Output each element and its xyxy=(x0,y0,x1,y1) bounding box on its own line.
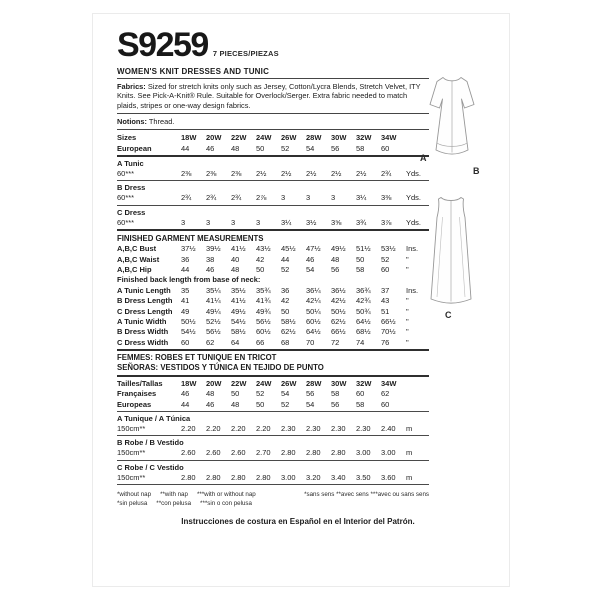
unit-label xyxy=(406,400,429,410)
cell-value: 62 xyxy=(206,337,215,347)
finished-measurements-title: FINISHED GARMENT MEASUREMENTS xyxy=(117,234,264,244)
measurement-row xyxy=(117,286,429,296)
cell-value: 52 xyxy=(281,399,290,409)
cell-value: 50 xyxy=(356,254,365,264)
cell-value: 60 xyxy=(381,143,390,153)
cell-value: 58 xyxy=(331,389,340,399)
cell-value: 54 xyxy=(306,399,315,409)
garment-view-name: C Dress xyxy=(117,207,146,217)
footnote-item: ***avec ou sans sens xyxy=(370,491,429,499)
cell-value: 74 xyxy=(356,337,365,347)
cell-value: 3.40 xyxy=(331,472,346,482)
cell-value: 60 xyxy=(381,399,390,409)
cell-value: 22W xyxy=(231,378,247,388)
yardage-row xyxy=(117,218,429,228)
unit-label: " xyxy=(406,327,409,337)
rule-divider xyxy=(117,460,429,461)
sizes-header-row xyxy=(117,133,429,143)
row-label: B Dress Width xyxy=(117,327,169,337)
cell-value: 2.20 xyxy=(181,423,196,433)
cell-value: 3¼ xyxy=(356,193,367,203)
footnote-english xyxy=(117,491,265,500)
cell-value: 35½ xyxy=(231,285,246,295)
cell-value: 41¼ xyxy=(206,296,221,306)
cell-value: 42 xyxy=(281,296,290,306)
cell-value: 35¼ xyxy=(206,285,221,295)
measurement-row xyxy=(117,265,429,275)
cell-value: 26W xyxy=(281,378,297,388)
sleeveless-dress-line-drawing xyxy=(426,195,476,309)
cell-value: 2.30 xyxy=(306,423,321,433)
cell-value: 2⅜ xyxy=(231,169,242,178)
cell-value: 48 xyxy=(206,389,215,399)
cell-value: 2¾ xyxy=(181,193,192,203)
footnotes-left xyxy=(117,491,265,508)
unit-label: Ins. xyxy=(406,244,419,254)
garment-title: WOMEN'S KNIT DRESSES AND TUNIC xyxy=(117,67,429,79)
footnote-spanish xyxy=(117,500,265,509)
cell-value: 48 xyxy=(331,254,340,264)
cell-value: 50 xyxy=(256,399,265,409)
pattern-back-sheet xyxy=(92,13,510,587)
view-c-illustration xyxy=(426,195,476,309)
unit-label: Ins. xyxy=(406,285,419,295)
cell-value: 60½ xyxy=(306,317,321,327)
cell-value: 18W xyxy=(181,133,197,143)
spanish-instructions-note: Instrucciones de costura en Español en el Interior del Patrón. xyxy=(181,517,415,527)
cell-value: 2.60 xyxy=(231,448,246,458)
yardage-row xyxy=(117,169,429,179)
footnote-item: *sin pelusa xyxy=(117,499,148,507)
cell-value: 58 xyxy=(356,143,365,153)
unit-label xyxy=(406,379,429,389)
pieces-count: 7 PIECES/PIEZAS xyxy=(212,49,279,58)
garment-view-name: C Robe / C Vestido xyxy=(117,462,184,472)
row-label: European xyxy=(117,143,152,153)
cell-value: 3.00 xyxy=(281,472,296,482)
rule-divider xyxy=(117,180,429,181)
cell-value: 36 xyxy=(281,285,290,295)
garment-view-name: B Robe / B Vestido xyxy=(117,438,184,448)
cell-value: 2½ xyxy=(281,169,292,178)
unit-label: m xyxy=(406,448,413,458)
view-ab-illustration xyxy=(423,74,481,172)
row-label: C Dress Length xyxy=(117,306,173,316)
cell-value: 18W xyxy=(181,378,197,388)
cell-value: 49 xyxy=(181,306,190,316)
cell-value: 2.30 xyxy=(356,423,371,433)
cell-value: 2.30 xyxy=(331,423,346,433)
unit-label: Yds. xyxy=(406,169,422,178)
cell-value: 46 xyxy=(206,143,215,153)
cell-value: 3 xyxy=(306,193,311,203)
cell-value: 2⅜ xyxy=(181,169,192,178)
cell-value: 2.30 xyxy=(281,423,296,433)
cell-value: 50 xyxy=(281,306,290,316)
cell-value: 62½ xyxy=(331,317,346,327)
cell-value: 66½ xyxy=(331,327,346,337)
measurement-row xyxy=(117,255,429,265)
cell-value: 50 xyxy=(231,389,240,399)
cell-value: 28W xyxy=(306,133,322,143)
cell-value: 37 xyxy=(381,285,390,295)
cell-value: 2.80 xyxy=(281,448,296,458)
cell-value: 49¾ xyxy=(256,306,271,316)
cell-value: 3¼ xyxy=(281,217,292,227)
measurement-row xyxy=(117,317,429,327)
cell-value: 24W xyxy=(256,133,272,143)
row-label: A,B,C Bust xyxy=(117,244,157,254)
cell-value: 30W xyxy=(331,133,347,143)
cell-value: 26W xyxy=(281,133,297,143)
cell-value: 54½ xyxy=(231,317,246,327)
cell-value: 54½ xyxy=(181,327,196,337)
cell-value: 56 xyxy=(331,399,340,409)
cell-value: 66 xyxy=(256,337,265,347)
row-label: A Tunic Width xyxy=(117,317,167,327)
notions-paragraph xyxy=(117,117,429,130)
row-label: 150cm** xyxy=(117,423,146,433)
cell-value: 45½ xyxy=(281,244,296,254)
row-label: 60*** xyxy=(117,169,135,178)
cell-value: 35 xyxy=(181,285,190,295)
cell-value: 2.80 xyxy=(181,472,196,482)
cell-value: 34W xyxy=(381,378,397,388)
cell-value: 48 xyxy=(231,399,240,409)
rule-divider xyxy=(117,205,429,206)
cell-value: 42 xyxy=(256,254,265,264)
footnote-item: ***with or without nap xyxy=(196,491,256,499)
cell-value: 2¾ xyxy=(381,169,392,178)
cell-value: 40 xyxy=(231,254,240,264)
cell-value: 34W xyxy=(381,133,397,143)
cell-value: 42¾ xyxy=(356,296,371,306)
section-divider xyxy=(117,349,429,351)
cell-value: 3⅞ xyxy=(381,217,392,227)
rule-divider xyxy=(117,229,429,231)
row-label: B Dress Length xyxy=(117,296,173,306)
cell-value: 62½ xyxy=(281,327,296,337)
cell-value: 28W xyxy=(306,378,322,388)
cell-value: 50¼ xyxy=(306,306,321,316)
cell-value: 52 xyxy=(281,143,290,153)
cell-value: 2.60 xyxy=(181,448,196,458)
cell-value: 2.20 xyxy=(256,423,271,433)
footnote-item: **avec sens xyxy=(336,491,369,499)
cell-value: 32W xyxy=(356,378,372,388)
brand-row xyxy=(117,28,429,62)
cell-value: 2.80 xyxy=(206,472,221,482)
cell-value: 3 xyxy=(331,193,336,203)
section-divider xyxy=(117,375,429,377)
cell-value: 50½ xyxy=(181,317,196,327)
cell-value: 56 xyxy=(331,143,340,153)
view-c-label: C xyxy=(445,310,452,320)
row-label: A,B,C Hip xyxy=(117,265,152,275)
cell-value: 46 xyxy=(181,389,190,399)
metric-yardage-row xyxy=(117,424,429,434)
cell-value: 44 xyxy=(281,254,290,264)
cell-value: 2½ xyxy=(331,169,342,178)
cell-value: 37½ xyxy=(181,244,196,254)
unit-label: m xyxy=(406,472,413,482)
cell-value: 3 xyxy=(206,217,211,227)
tunic-dress-line-drawing xyxy=(423,74,481,172)
intl-sizes-rows xyxy=(117,379,429,410)
cell-value: 47½ xyxy=(306,244,321,254)
rule-divider xyxy=(117,155,429,157)
cell-value: 36¼ xyxy=(306,285,321,295)
cell-value: 41½ xyxy=(231,296,246,306)
cell-value: 62 xyxy=(381,389,390,399)
footnote-item: *sans sens xyxy=(304,491,335,499)
unit-label: " xyxy=(406,337,409,347)
metric-yardage-row xyxy=(117,473,429,483)
cell-value: 32W xyxy=(356,133,372,143)
unit-label: m xyxy=(406,423,413,433)
cell-value: 50 xyxy=(256,143,265,153)
cell-value: 53½ xyxy=(381,244,396,254)
pattern-number: S9259 xyxy=(117,26,208,64)
cell-value: 46 xyxy=(206,265,215,275)
measurement-row xyxy=(117,296,429,306)
cell-value: 2.80 xyxy=(256,472,271,482)
fabrics-label: Fabrics: xyxy=(117,82,146,91)
european-sizes-row xyxy=(117,144,429,154)
cell-value: 35¾ xyxy=(256,285,271,295)
cell-value: 46 xyxy=(306,254,315,264)
row-label: 150cm** xyxy=(117,448,146,458)
cell-value: 22W xyxy=(231,133,247,143)
cell-value: 2½ xyxy=(256,169,267,178)
cell-value: 2.60 xyxy=(206,448,221,458)
cell-value: 42½ xyxy=(331,296,346,306)
back-length-rows xyxy=(117,286,429,348)
cell-value: 2¾ xyxy=(231,193,242,203)
row-label: A Tunic Length xyxy=(117,285,171,295)
measurement-row xyxy=(117,244,429,254)
cell-value: 70 xyxy=(306,337,315,347)
fabrics-paragraph xyxy=(117,82,429,114)
cell-value: 2.80 xyxy=(231,472,246,482)
cell-value: 2.70 xyxy=(256,448,271,458)
cell-value: 2.80 xyxy=(306,448,321,458)
unit-label: " xyxy=(406,265,409,275)
cell-value: 52 xyxy=(281,265,290,275)
cell-value: 54 xyxy=(306,265,315,275)
pattern-back-content xyxy=(117,26,429,526)
cell-value: 72 xyxy=(331,337,340,347)
cell-value: 58½ xyxy=(281,317,296,327)
garment-view-name: B Dress xyxy=(117,183,146,193)
yardage-table xyxy=(117,133,429,231)
footnote-item: ***sin o con pelusa xyxy=(200,499,252,507)
measurement-row xyxy=(117,327,429,337)
cell-value: 49¼ xyxy=(206,306,221,316)
cell-value: 3½ xyxy=(306,217,317,227)
metric-yardage-row xyxy=(117,448,429,458)
cell-value: 3⅝ xyxy=(331,217,342,227)
cell-value: 2.80 xyxy=(331,448,346,458)
cell-value: 46 xyxy=(206,399,215,409)
unit-label: Yds. xyxy=(406,193,422,203)
rule-divider xyxy=(117,435,429,436)
view-b-label: B xyxy=(473,166,480,176)
cell-value: 54 xyxy=(281,389,290,399)
cell-value: 30W xyxy=(331,378,347,388)
cell-value: 3.60 xyxy=(381,472,396,482)
cell-value: 43 xyxy=(381,296,390,306)
cell-value: 43½ xyxy=(256,244,271,254)
cell-value: 52 xyxy=(256,389,265,399)
cell-value: 49½ xyxy=(331,244,346,254)
cell-value: 51½ xyxy=(356,244,371,254)
cell-value: 41¾ xyxy=(256,296,271,306)
cell-value: 3.00 xyxy=(381,448,396,458)
cell-value: 3 xyxy=(181,217,186,227)
cell-value: 66½ xyxy=(381,317,396,327)
cell-value: 60½ xyxy=(256,327,271,337)
fabrics-text: Sized for stretch knits only such as Jersey, Cotton/Lycra Blends, Stretch Velvet, ITY Knits. See Pick-A-Knit® Rule. Suitable for Overlock/Serger. Extra fabric needed to match plaids, stripes or one-way design fabrics. xyxy=(117,82,421,110)
cell-value: 56 xyxy=(331,265,340,275)
cell-value: 2.20 xyxy=(231,423,246,433)
cell-value: 41 xyxy=(181,296,190,306)
footnote-item: **con pelusa xyxy=(156,499,192,507)
row-label: Tailles/Tallas xyxy=(117,378,163,388)
cell-value: 50½ xyxy=(331,306,346,316)
cell-value: 3 xyxy=(281,193,286,203)
cell-value: 60 xyxy=(381,265,390,275)
intl-header-spanish: SEÑORAS: VESTIDOS Y TÚNICA EN TEJIDO DE PUNTO xyxy=(117,363,324,373)
cell-value: 3 xyxy=(256,217,261,227)
row-label: Sizes xyxy=(117,133,137,143)
cell-value: 48 xyxy=(231,143,240,153)
cell-value: 2½ xyxy=(306,169,317,178)
unit-label: " xyxy=(406,254,409,264)
cell-value: 68½ xyxy=(356,327,371,337)
row-divider xyxy=(117,411,429,412)
cell-value: 2¾ xyxy=(206,193,217,203)
cell-value: 39½ xyxy=(206,244,221,254)
cell-value: 44 xyxy=(181,143,190,153)
cell-value: 2.20 xyxy=(206,423,221,433)
cell-value: 51 xyxy=(381,306,390,316)
yardage-row xyxy=(117,193,429,203)
cell-value: 48 xyxy=(231,265,240,275)
cell-value: 3¾ xyxy=(356,217,367,227)
cell-value: 3.50 xyxy=(356,472,371,482)
footnote-french xyxy=(304,491,429,508)
cell-value: 38 xyxy=(206,254,215,264)
intl-size-row xyxy=(117,400,429,410)
intl-metric-sections xyxy=(117,414,429,485)
cell-value: 60 xyxy=(181,337,190,347)
cell-value: 42¼ xyxy=(306,296,321,306)
row-label: Françaises xyxy=(117,389,157,399)
row-label: A,B,C Waist xyxy=(117,254,160,264)
intl-size-row xyxy=(117,389,429,399)
cell-value: 44 xyxy=(181,265,190,275)
footnote-item: **with nap xyxy=(160,491,188,499)
cell-value: 20W xyxy=(206,378,222,388)
garment-view-name: A Tunique / A Túnica xyxy=(117,413,191,423)
cell-value: 70½ xyxy=(381,327,396,337)
cell-value: 2⅞ xyxy=(256,193,267,203)
notions-label: Notions: xyxy=(117,116,147,126)
cell-value: 36¾ xyxy=(356,285,371,295)
cell-value: 50 xyxy=(256,265,265,275)
cell-value: 36½ xyxy=(331,285,346,295)
measurement-row xyxy=(117,338,429,348)
view-a-label: A xyxy=(420,153,427,163)
cell-value: 56 xyxy=(306,389,315,399)
rule-divider xyxy=(117,484,429,485)
cell-value: 54 xyxy=(306,143,315,153)
cell-value: 44 xyxy=(181,399,190,409)
row-label: C Dress Width xyxy=(117,337,169,347)
intl-header-french: FEMMES: ROBES ET TUNIQUE EN TRICOT xyxy=(117,353,277,363)
cell-value: 3.00 xyxy=(356,448,371,458)
cell-value: 52½ xyxy=(206,317,221,327)
cell-value: 76 xyxy=(381,337,390,347)
unit-label xyxy=(406,389,429,399)
garment-view-name: A Tunic xyxy=(117,159,144,168)
cell-value: 58 xyxy=(356,265,365,275)
cell-value: 2.40 xyxy=(381,423,396,433)
cell-value: 56½ xyxy=(206,327,221,337)
cell-value: 41½ xyxy=(231,244,246,254)
cell-value: 36 xyxy=(181,254,190,264)
row-label: 150cm** xyxy=(117,472,146,482)
cell-value: 64½ xyxy=(356,317,371,327)
cell-value: 52 xyxy=(381,254,390,264)
unit-label: " xyxy=(406,296,409,306)
row-label: Europeas xyxy=(117,399,152,409)
unit-label: Yds. xyxy=(406,217,422,227)
notions-text: Thread. xyxy=(148,116,175,126)
row-label: 60*** xyxy=(117,217,135,227)
cell-value: 58 xyxy=(356,399,365,409)
cell-value: 3 xyxy=(231,217,236,227)
cell-value: 68 xyxy=(281,337,290,347)
cell-value: 49½ xyxy=(231,306,246,316)
cell-value: 20W xyxy=(206,133,222,143)
cell-value: 58½ xyxy=(231,327,246,337)
unit-label: " xyxy=(406,306,409,316)
cell-value: 50¾ xyxy=(356,306,371,316)
cell-value: 2½ xyxy=(356,169,367,178)
measurement-row xyxy=(117,307,429,317)
cell-value: 64 xyxy=(231,337,240,347)
unit-label: " xyxy=(406,317,409,327)
footnote-item: *without nap xyxy=(117,491,152,499)
intl-size-row xyxy=(117,379,429,389)
back-length-subheader: Finished back length from base of neck: xyxy=(117,275,261,285)
cell-value: 24W xyxy=(256,378,272,388)
cell-value: 2⅜ xyxy=(206,169,217,178)
finished-measurements-rows xyxy=(117,244,429,275)
cell-value: 3⅜ xyxy=(381,193,392,203)
cell-value: 56½ xyxy=(256,317,271,327)
cell-value: 3.20 xyxy=(306,472,321,482)
cell-value: 64½ xyxy=(306,327,321,337)
row-label: 60*** xyxy=(117,193,135,203)
cell-value: 60 xyxy=(356,389,365,399)
footnotes xyxy=(117,491,429,508)
